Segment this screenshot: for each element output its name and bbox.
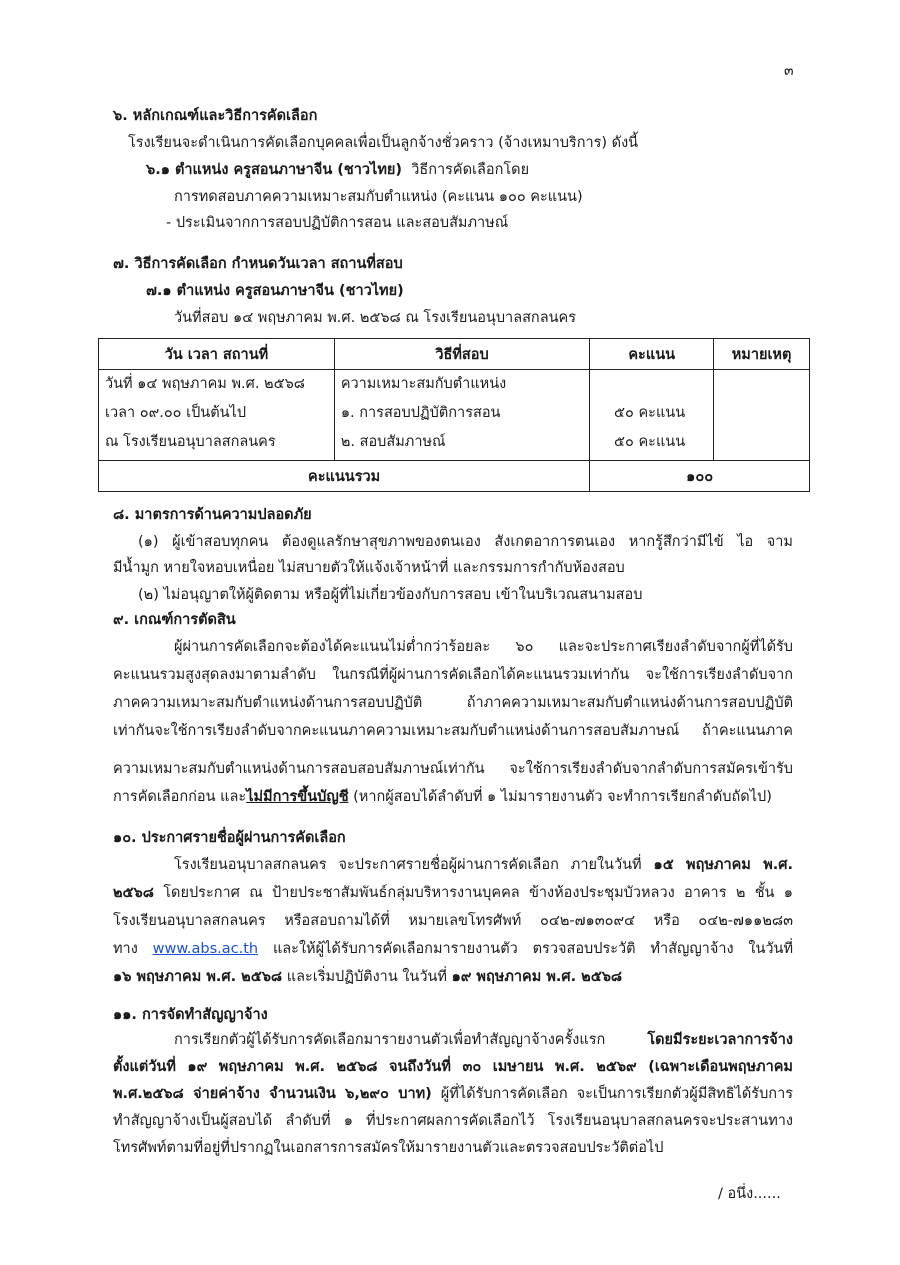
section-11-heading: ๑๑. การจัดทำสัญญาจ้าง (113, 1007, 268, 1023)
total-label: คะแนนรวม (99, 461, 590, 492)
page-number: ๓ (784, 63, 794, 79)
section-6-1-line (146, 160, 529, 180)
report-date: ๑๖ พฤษภาคม พ.ศ. ๒๕๖๘ (113, 969, 283, 985)
table-cell-line: ๒. สอบสัมภาษณ์ (340, 434, 446, 450)
table-header: คะแนน (590, 339, 714, 370)
contract-pay-emphasis: พ.ศ.๒๕๖๘ จ่ายค่าจ้าง จำนวนเงิน ๖,๒๙๐ บาท) (113, 1086, 432, 1102)
continue-marker: / อนึ่ง...... (718, 1186, 781, 1202)
section-10-heading: ๑๐. ประกาศรายชื่อผู้ผ่านการคัดเลือก (113, 830, 346, 846)
section-9-line: ผู้ผ่านการคัดเลือกจะต้องได้คะแนนไม่ต่ำกว่าร้อยละ ๖๐ และจะประกาศเรียงลำดับจากผู้ที่ได้รับ (174, 639, 793, 655)
total-value: ๑๐๐ (590, 461, 810, 492)
section-6-heading: ๖. หลักเกณฑ์และวิธีการคัดเลือก (113, 108, 318, 124)
section-9-line: ความเหมาะสมกับตำแหน่งด้านการสอบสอบสัมภาษณ์เท่ากัน จะใช้การเรียงลำดับจากลำดับการสมัครเข้ารับ (113, 761, 793, 777)
section-11-text: การเรียกตัวผู้ได้รับการคัดเลือกมารายงานตัวเพื่อทำสัญญาจ้างครั้งแรก (174, 1032, 648, 1048)
exam-schedule-table (98, 338, 810, 492)
announce-year: ๒๕๖๘ (113, 885, 154, 901)
section-6-item-1: การทดสอบภาคความเหมาะสมกับตำแหน่ง (คะแนน ๑๐๐ คะแนน) (174, 189, 583, 205)
section-9-heading: ๙. เกณฑ์การตัดสิน (113, 612, 236, 628)
table-cell-line: ความเหมาะสมกับตำแหน่ง (340, 376, 507, 392)
section-11-line: โทรศัพท์ตามที่อยู่ที่ปรากฏในเอกสารการสมัครให้มารายงานตัวและตรวจสอบประวัติต่อไป (113, 1140, 664, 1156)
section-8-para-1-line-1: (๑) ผู้เข้าสอบทุกคน ต้องดูแลรักษาสุขภาพของตนเอง สังเกตอาการตนเอง หากรู้สึกว่ามีไข้ ไอ จาม (138, 534, 793, 550)
contract-period-emphasis: โดยมีระยะเวลาการจ้าง (647, 1032, 793, 1048)
section-9-text: การคัดเลือกก่อน และ (113, 789, 247, 805)
table-header: วิธีที่สอบ (334, 339, 589, 370)
table-cell-line: ๑. การสอบปฏิบัติการสอน (340, 405, 501, 421)
section-9-text: (หากผู้สอบได้ลำดับที่ ๑ ไม่มารายงานตัว จะทำการเรียกลำดับถัดไป) (348, 789, 772, 805)
section-8-para-2: (๒) ไม่อนุญาตให้ผู้ติดตาม หรือผู้ที่ไม่เกี่ยวข้องกับการสอบ เข้าในบริเวณสนามสอบ (138, 587, 643, 603)
section-10-line (113, 939, 793, 959)
table-header-row (99, 339, 810, 370)
section-10-text: โรงเรียนอนุบาลสกลนคร จะประกาศรายชื่อผู้ผ่านการคัดเลือก ภายในวันที่ (174, 857, 654, 873)
table-header: หมายเหตุ (714, 339, 810, 370)
exam-method-cell (334, 370, 589, 461)
table-cell-line: เวลา ๐๙.๐๐ เป็นต้นไป (105, 405, 247, 421)
announce-date: ๑๕ พฤษภาคม พ.ศ. (653, 857, 793, 873)
section-6-intro: โรงเรียนจะดำเนินการคัดเลือกบุคคลเพื่อเป็นลูกจ้างชั่วคราว (จ้างเหมาบริการ) ดังนี้ (128, 135, 639, 151)
section-11-line: ตั้งแต่วันที่ ๑๙ พฤษภาคม พ.ศ. ๒๕๖๘ จนถึงวันที่ ๓๐ เมษายน พ.ศ. ๒๕๖๙ (เฉพาะเดือนพฤษภาคม (113, 1059, 793, 1075)
start-work-date: ๑๙ พฤษภาคม พ.ศ. ๒๕๖๘ (451, 969, 623, 985)
section-9-last-line (113, 787, 772, 807)
table-cell-line: ณ โรงเรียนอนุบาลสกลนคร (105, 434, 276, 450)
section-6-item-2: - ประเมินจากการสอบปฏิบัติการสอน และสอบสัมภาษณ์ (166, 215, 509, 231)
section-9-line: ภาคความเหมาะสมกับตำแหน่งด้านการสอบปฏิบัติ ถ้าภาคความเหมาะสมกับตำแหน่งด้านการสอบปฏิบัติ (113, 695, 793, 711)
remarks-cell (714, 370, 810, 461)
table-header: วัน เวลา สถานที่ (99, 339, 335, 370)
school-website-link[interactable]: www.abs.ac.th (152, 941, 259, 957)
table-cell-line: ๕๐ คะแนน (614, 434, 686, 450)
section-10-text: โดยประกาศ ณ ป้ายประชาสัมพันธ์กลุ่มบริหารงานบุคคล ข้างห้องประชุมบัวหลวง อาคาร ๒ ชั้น ๑ (153, 885, 793, 901)
section-10-line: โรงเรียนอนุบาลสกลนคร หรือสอบถามได้ที่ หมายเลขโทรศัพท์ ๐๔๒-๗๑๓๐๙๔ หรือ ๐๔๒-๗๑๑๒๘๓ (113, 913, 793, 929)
exam-date-line: วันที่สอบ ๑๔ พฤษภาคม พ.ศ. ๒๕๖๘ ณ โรงเรียนอนุบาลสกลนคร (174, 310, 576, 326)
section-7-1-heading: ๗.๑ ตำแหน่ง ครูสอนภาษาจีน (ชาวไทย) (146, 283, 404, 299)
section-10-line (113, 883, 793, 903)
section-7-heading: ๗. วิธีการคัดเลือก กำหนดวันเวลา สถานที่สอบ (113, 256, 403, 272)
section-8-heading: ๘. มาตรการด้านความปลอดภัย (113, 507, 312, 523)
score-cell (590, 370, 714, 461)
section-11-line (113, 1084, 793, 1104)
section-10-text: ทาง (113, 941, 153, 957)
total-row (99, 461, 810, 492)
section-8-para-1-line-2: มีน้ำมูก หายใจหอบเหนื่อย ไม่สบายตัวให้แจ้งเจ้าหน้าที่ และกรรมการกำกับห้องสอบ (113, 560, 625, 576)
section-10-line (113, 967, 622, 987)
table-cell-line (596, 370, 707, 399)
table-cell-line: ๕๐ คะแนน (614, 405, 686, 421)
section-11-text: ผู้ที่ได้รับการคัดเลือก จะเป็นการเรียกตัวผู้มีสิทธิได้รับการ (431, 1086, 794, 1102)
table-cell-line: วันที่ ๑๔ พฤษภาคม พ.ศ. ๒๕๖๘ (105, 376, 305, 392)
section-9-line: เท่ากันจะใช้การเรียงลำดับจากคะแนนภาคความเหมาะสมกับตำแหน่งด้านการสอบสัมภาษณ์ ถ้าคะแนนภาค (113, 723, 793, 739)
section-6-1-tail: วิธีการคัดเลือกโดย (411, 162, 530, 178)
section-6-1-heading: ๖.๑ ตำแหน่ง ครูสอนภาษาจีน (ชาวไทย) (146, 162, 403, 178)
section-11-line: ทำสัญญาจ้างเป็นผู้สอบได้ ลำดับที่ ๑ ที่ประกาศผลการคัดเลือกไว้ โรงเรียนอนุบาลสกลนครจะประสานทาง (113, 1113, 793, 1129)
section-10-text: และเริ่มปฏิบัติงาน ในวันที่ (282, 969, 452, 985)
section-9-line: คะแนนรวมสูงสุดลงมาตามลำดับ ในกรณีที่ผู้ผ่านการคัดเลือกได้คะแนนรวมเท่ากัน จะใช้การเรียงลำดับจาก (113, 667, 793, 683)
datetime-place-cell (99, 370, 335, 461)
section-10-line (174, 855, 793, 875)
no-waiting-list-emphasis: ไม่มีการขึ้นบัญชี (246, 789, 349, 805)
section-10-text: และให้ผู้ได้รับการคัดเลือกมารายงานตัว ตรวจสอบประวัติ ทำสัญญาจ้าง ในวันที่ (258, 941, 794, 957)
table-row (99, 370, 810, 461)
section-11-line (174, 1030, 793, 1050)
